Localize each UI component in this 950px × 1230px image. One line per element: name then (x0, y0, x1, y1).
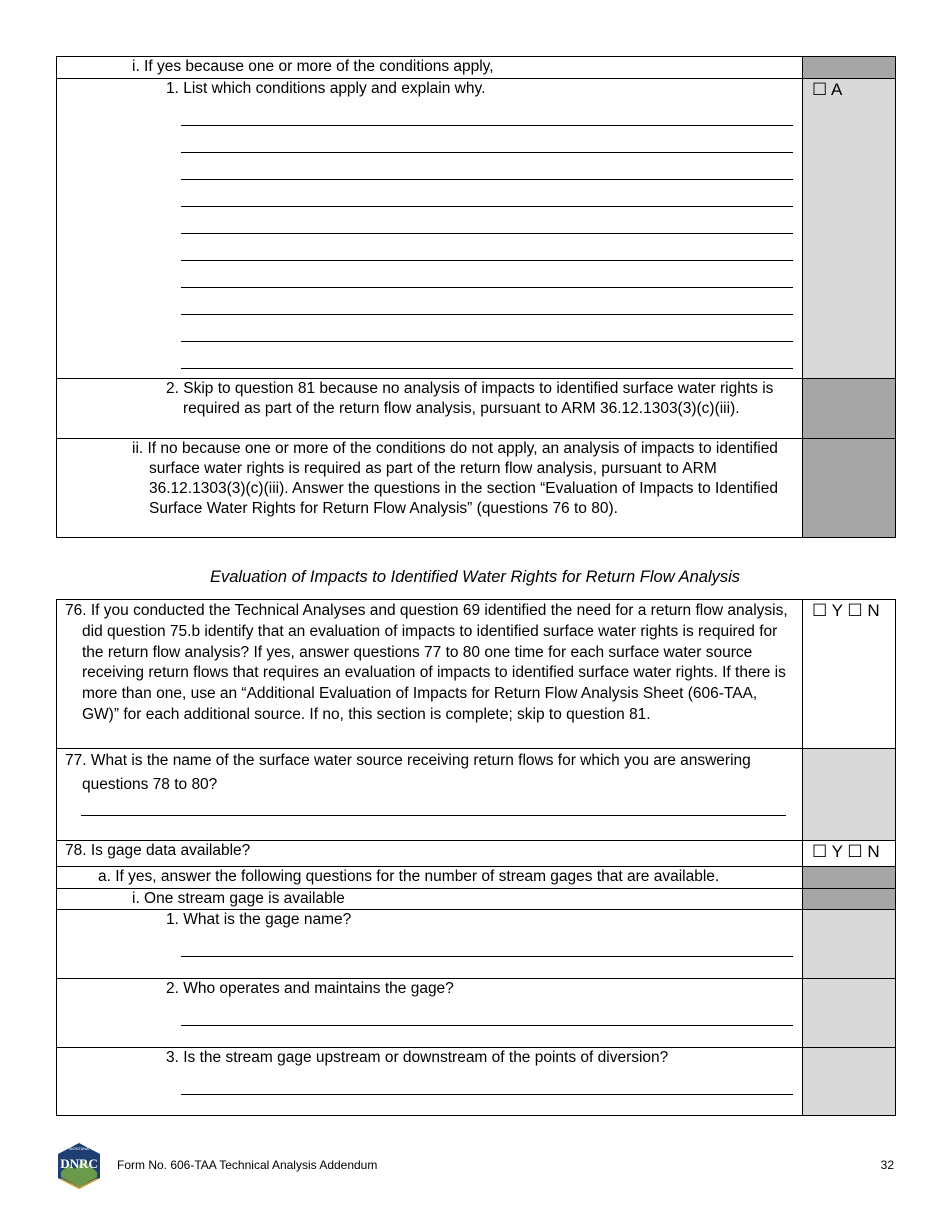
side-cell (803, 57, 896, 79)
source-name-line[interactable] (81, 801, 786, 816)
page-number: 32 (880, 1158, 894, 1172)
question-78ai-row (57, 889, 803, 910)
side-cell (803, 79, 896, 379)
evaluation-table (56, 599, 896, 1116)
side-cell (803, 439, 896, 538)
section-title: Evaluation of Impacts to Identified Water Rights for Return Flow Analysis (209, 568, 741, 586)
question-78-row (57, 841, 803, 867)
question-76-row (57, 600, 803, 749)
condition-no-text: ii. If no because one or more of the conditions do not apply, an analysis of impacts to identified surface water rights is required as part of the return flow analysis, pursuant to ARM 36.12.1303(3)(c)(iii). Answer the questions in the section “Evaluation of Impacts to Identified Surface Water Rights for Return Flow Analysis” (questions 76 to 80). (132, 440, 778, 517)
conditions-table (56, 56, 896, 538)
option-a-checkbox[interactable]: ☐ A (812, 80, 843, 99)
side-cell (803, 889, 896, 910)
gage-name-row (57, 910, 803, 979)
gage-location-text: 3. Is the stream gage upstream or downstream of the points of diversion? (166, 1049, 669, 1066)
gage-operator-text: 2. Who operates and maintains the gage? (166, 980, 454, 997)
question-76-text: 76. If you conducted the Technical Analyses and question 69 identified the need for a return flow analysis, did question 75.b identify that an evaluation of impacts to identified surface water rights is required for the return flow analysis? If yes, answer questions 77 to 80 one time for each surface water source receiving return flows that requires an evaluation of impacts to identified surface water rights. If there is more than one, use an “Additional Evaluation of Impacts for Return Flow Analysis Sheet (606-TAA, GW)” for each additional source. If no, this section is complete; skip to question 81. (65, 602, 788, 723)
side-cell (803, 867, 896, 889)
side-cell (803, 600, 896, 749)
list-conditions-row (57, 79, 803, 379)
footer-form-name: Form No. 606-TAA Technical Analysis Addendum (117, 1158, 378, 1172)
side-cell (803, 379, 896, 439)
side-cell (803, 979, 896, 1048)
gage-name-text: 1. What is the gage name? (166, 911, 352, 928)
logo-text: DNRC (60, 1156, 98, 1171)
q76-yes-no-checkbox[interactable]: ☐ Y ☐ N (812, 601, 880, 620)
condition-yes-text: i. If yes because one or more of the conditions apply, (132, 58, 494, 75)
gage-location-row (57, 1048, 803, 1116)
side-cell (803, 749, 896, 841)
gage-operator-line[interactable] (181, 1005, 793, 1026)
question-78a-row (57, 867, 803, 889)
question-77-row (57, 749, 803, 841)
question-78a-text: a. If yes, answer the following questions for the number of stream gages that are available. (98, 868, 720, 885)
explanation-lines[interactable] (181, 105, 793, 369)
question-78-text: 78. Is gage data available? (65, 842, 251, 859)
q78-yes-no-checkbox[interactable]: ☐ Y ☐ N (812, 842, 880, 861)
dnrc-logo (55, 1142, 103, 1190)
condition-no-row (57, 439, 803, 538)
gage-operator-row (57, 979, 803, 1048)
gage-location-line[interactable] (181, 1074, 793, 1095)
condition-yes-row (57, 57, 803, 79)
skip-row (57, 379, 803, 439)
question-77-text: 77. What is the name of the surface water source receiving return flows for which you are answering questions 78 to 80? (65, 752, 751, 793)
list-conditions-text: 1. List which conditions apply and explain why. (166, 80, 486, 97)
logo-small-text: MONTANA (69, 1146, 89, 1151)
skip-text: 2. Skip to question 81 because no analysis of impacts to identified surface water rights is required as part of the return flow analysis, pursuant to ARM 36.12.1303(3)(c)(iii). (166, 380, 774, 417)
side-cell (803, 910, 896, 979)
side-cell (803, 841, 896, 867)
gage-name-line[interactable] (181, 936, 793, 957)
side-cell (803, 1048, 896, 1116)
question-78ai-text: i. One stream gage is available (132, 890, 345, 907)
